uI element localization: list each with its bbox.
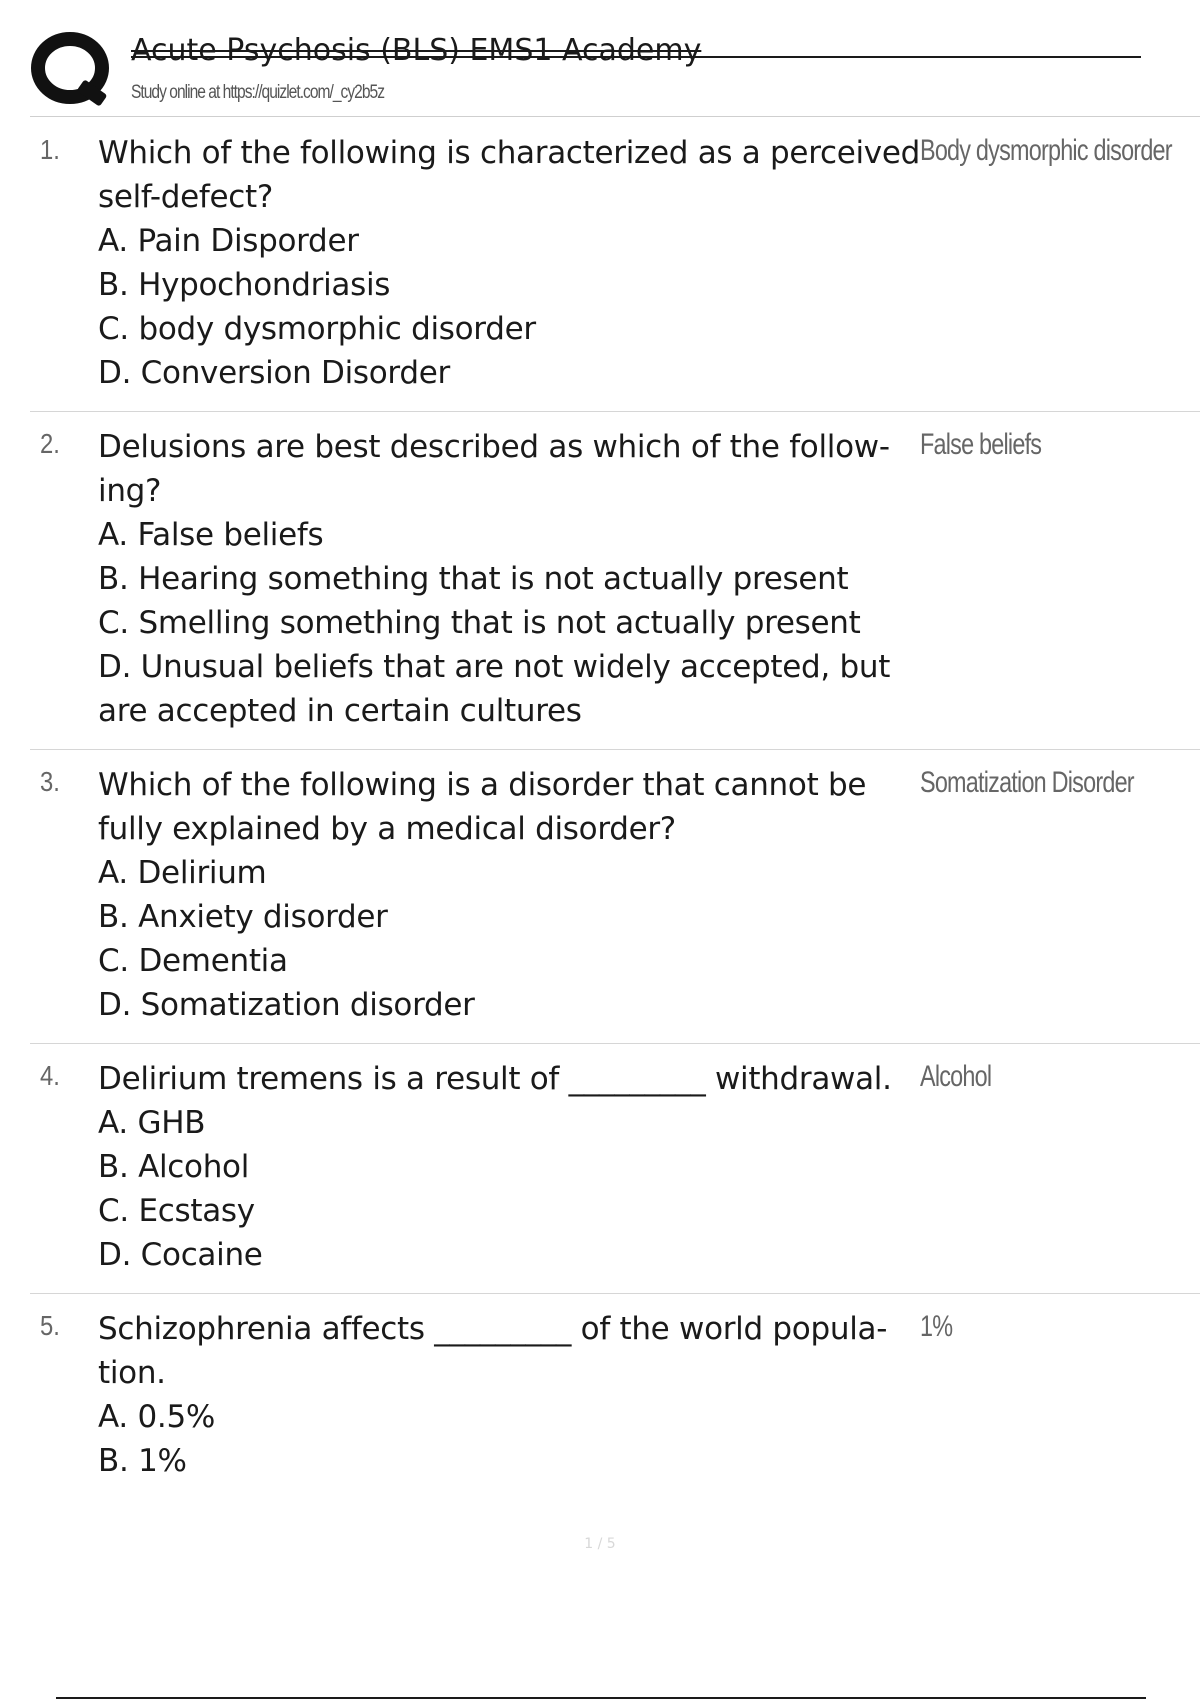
question-item — [30, 1044, 1200, 1294]
footer-divider — [56, 1697, 1146, 1699]
document-title: Acute Psychosis (BLS) EMS1 Academy — [131, 33, 702, 68]
question-body — [98, 131, 928, 395]
title-underline — [131, 56, 1141, 58]
question-text: Schizophrenia affects _________ of the world popula- tion. — [98, 1311, 888, 1391]
question-options — [98, 513, 928, 733]
option-b: B. Alcohol — [98, 1149, 250, 1185]
quizlet-q-logo-icon — [30, 30, 112, 112]
question-text: Delusions are best described as which of the follow- ing? — [98, 429, 890, 509]
question-options — [98, 1395, 928, 1483]
document-header — [0, 0, 1200, 118]
option-a: A. Pain Disporder — [98, 223, 359, 259]
question-options — [98, 219, 928, 395]
question-body — [98, 763, 928, 1027]
page-number: 1 / 5 — [584, 1536, 616, 1552]
answer-text: Alcohol — [920, 1060, 992, 1093]
option-b: B. Hearing something that is not actually present — [98, 561, 849, 597]
option-d: D. Unusual beliefs that are not widely accepted, but are accepted in certain cultures — [98, 649, 891, 729]
question-item — [30, 412, 1200, 750]
option-b: B. 1% — [98, 1443, 187, 1479]
question-body — [98, 1307, 928, 1483]
question-list — [0, 118, 1200, 1499]
question-number: 4. — [40, 1060, 60, 1091]
question-number: 1. — [40, 134, 60, 165]
question-item — [30, 118, 1200, 412]
option-a: A. Delirium — [98, 855, 267, 891]
question-body — [98, 1057, 928, 1277]
question-number: 2. — [40, 428, 60, 459]
question-text: Which of the following is a disorder that cannot be fully explained by a medical disorder? — [98, 767, 867, 847]
question-number: 3. — [40, 766, 60, 797]
answer-text: 1% — [920, 1310, 953, 1343]
option-c: C. Smelling something that is not actually present — [98, 605, 861, 641]
option-c: C. Dementia — [98, 943, 288, 979]
question-number: 5. — [40, 1310, 60, 1341]
option-a: A. False beliefs — [98, 517, 324, 553]
option-c: C. body dysmorphic disorder — [98, 311, 536, 347]
answer-text: Body dysmorphic disorder — [920, 134, 1172, 167]
question-item — [30, 750, 1200, 1044]
question-text: Delirium tremens is a result of _________ withdrawal. A. GHB — [98, 1061, 892, 1141]
answer-text: False beliefs — [920, 428, 1042, 461]
question-options — [98, 1145, 928, 1277]
option-a: A. 0.5% — [98, 1399, 216, 1435]
option-d: D. Cocaine — [98, 1237, 263, 1273]
option-d: D. Somatization disorder — [98, 987, 475, 1023]
option-b: B. Hypochondriasis — [98, 267, 391, 303]
answer-text: Somatization Disorder — [920, 766, 1134, 799]
option-b: B. Anxiety disorder — [98, 899, 388, 935]
question-item — [30, 1294, 1200, 1499]
question-text: Which of the following is characterized as a perceived self-defect? — [98, 135, 920, 215]
option-c: C. Ecstasy — [98, 1193, 255, 1229]
study-link[interactable]: Study online at https://quizlet.com/_cy2b5z — [131, 82, 385, 103]
header-divider — [30, 116, 1200, 117]
question-options — [98, 851, 928, 1027]
question-body — [98, 425, 928, 733]
option-d: D. Conversion Disorder — [98, 355, 450, 391]
